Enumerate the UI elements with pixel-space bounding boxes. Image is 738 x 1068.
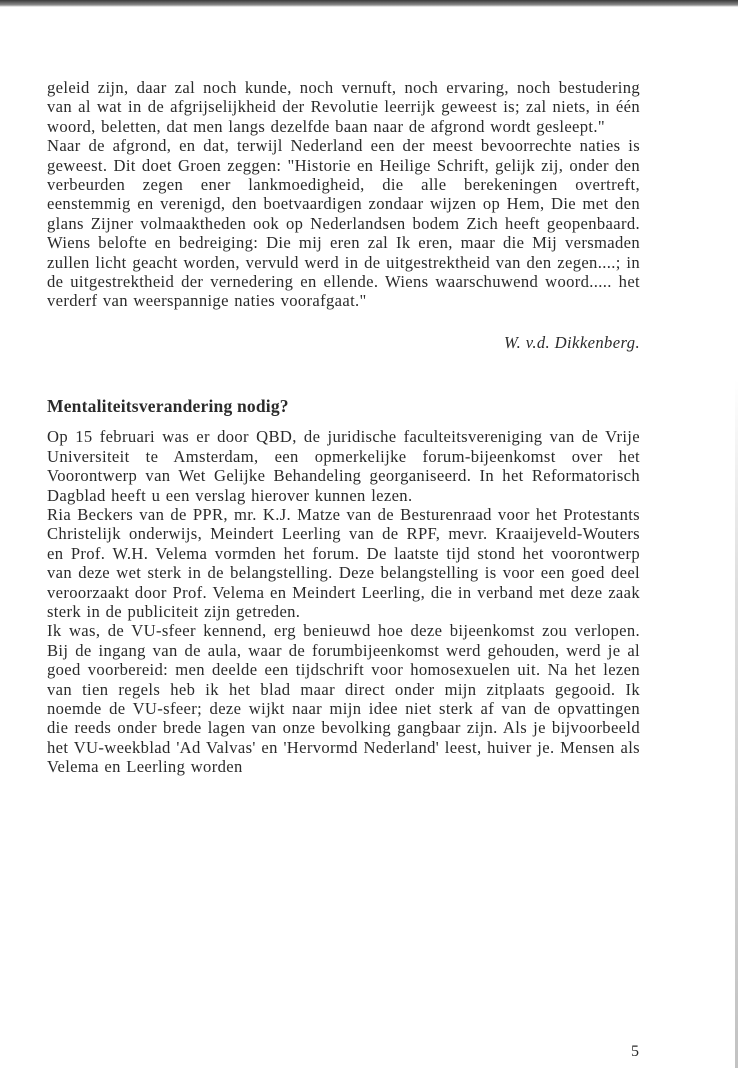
article-heading: Mentaliteitsverandering nodig? <box>47 396 289 417</box>
page-content <box>47 78 640 777</box>
scan-edge-top <box>0 0 738 7</box>
page-number: 5 <box>631 1043 639 1060</box>
article1-paragraph-1: geleid zijn, daar zal noch kunde, noch vernuft, noch ervaring, noch bestudering van al wat in de afgrijselijkheid der Revolutie leerrijk geweest is; zal niets, in één woord, beletten, dat men langs dezelfde baan naar de afgrond wordt gesleept." <box>47 78 640 136</box>
article2-paragraph-1: Op 15 februari was er door QBD, de juridische faculteitsvereniging van de Vrije Universiteit te Amsterdam, een opmerkelijke forum-bijeenkomst over het Voorontwerp van Wet Gelijke Behandeling georganiseerd. In het Reformatorisch Dagblad heeft u een verslag hierover kunnen lezen. <box>47 427 640 505</box>
author-signature: W. v.d. Dikkenberg. <box>503 332 640 352</box>
article1-paragraph-2: Naar de afgrond, en dat, terwijl Nederland een der meest bevoorrechte naties is geweest. Dit doet Groen zeggen: "Historie en Heilige Schrift, gelijk zij, onder den verbeurden zegen ener lankmoedigheid, die alle berekeningen overtreft, eenstemmig en verenigd, den boetvaardigen zondaar wijzen op Hem, Die met den glans Zijner volmaaktheden ook op Nederlandsen bodem Zich heeft geopenbaard. Wiens belofte en bedreiging: Die mij eren zal Ik eren, maar die Mij versmaden zullen licht geacht worden, vervuld werd in de uitgestrektheid van den zegen....; in de uitgestrektheid der vernedering en ellende. Wiens waarschuwend woord..... het verderf van weerspannige naties voorafgaat." <box>47 136 640 311</box>
article2-paragraph-2: Ria Beckers van de PPR, mr. K.J. Matze van de Besturenraad voor het Protestants Christelijk onderwijs, Meindert Leerling van de RPF, mevr. Kraaijeveld-Wouters en Prof. W.H. Velema vormden het forum. De laatste tijd stond het voorontwerp van deze wet sterk in de belangstelling. Deze belangstelling is voor een goed deel veroorzaakt door Prof. Velema en Meindert Leerling, die in verband met deze zaak sterk in de publiciteit zijn getreden. <box>47 504 640 621</box>
article2-paragraph-3: Ik was, de VU-sfeer kennend, erg benieuwd hoe deze bijeenkomst zou verlopen. Bij de ingang van de aula, waar de forumbijeenkomst werd gehouden, werd je al goed voorbereid: men deelde een tijdschrift voor homosexuelen uit. Na het lezen van tien regels heb ik het blad maar direct onder mijn zitplaats gegooid. Ik noemde de VU-sfeer; deze wijkt naar mijn idee niet sterk af van de opvattingen die reeds onder brede lagen van onze bevolking gangbaar zijn. Als je bijvoorbeeld het VU-weekblad 'Ad Valvas' en 'Hervormd Nederland' leest, huiver je. Mensen als Velema en Leerling worden <box>47 621 640 777</box>
